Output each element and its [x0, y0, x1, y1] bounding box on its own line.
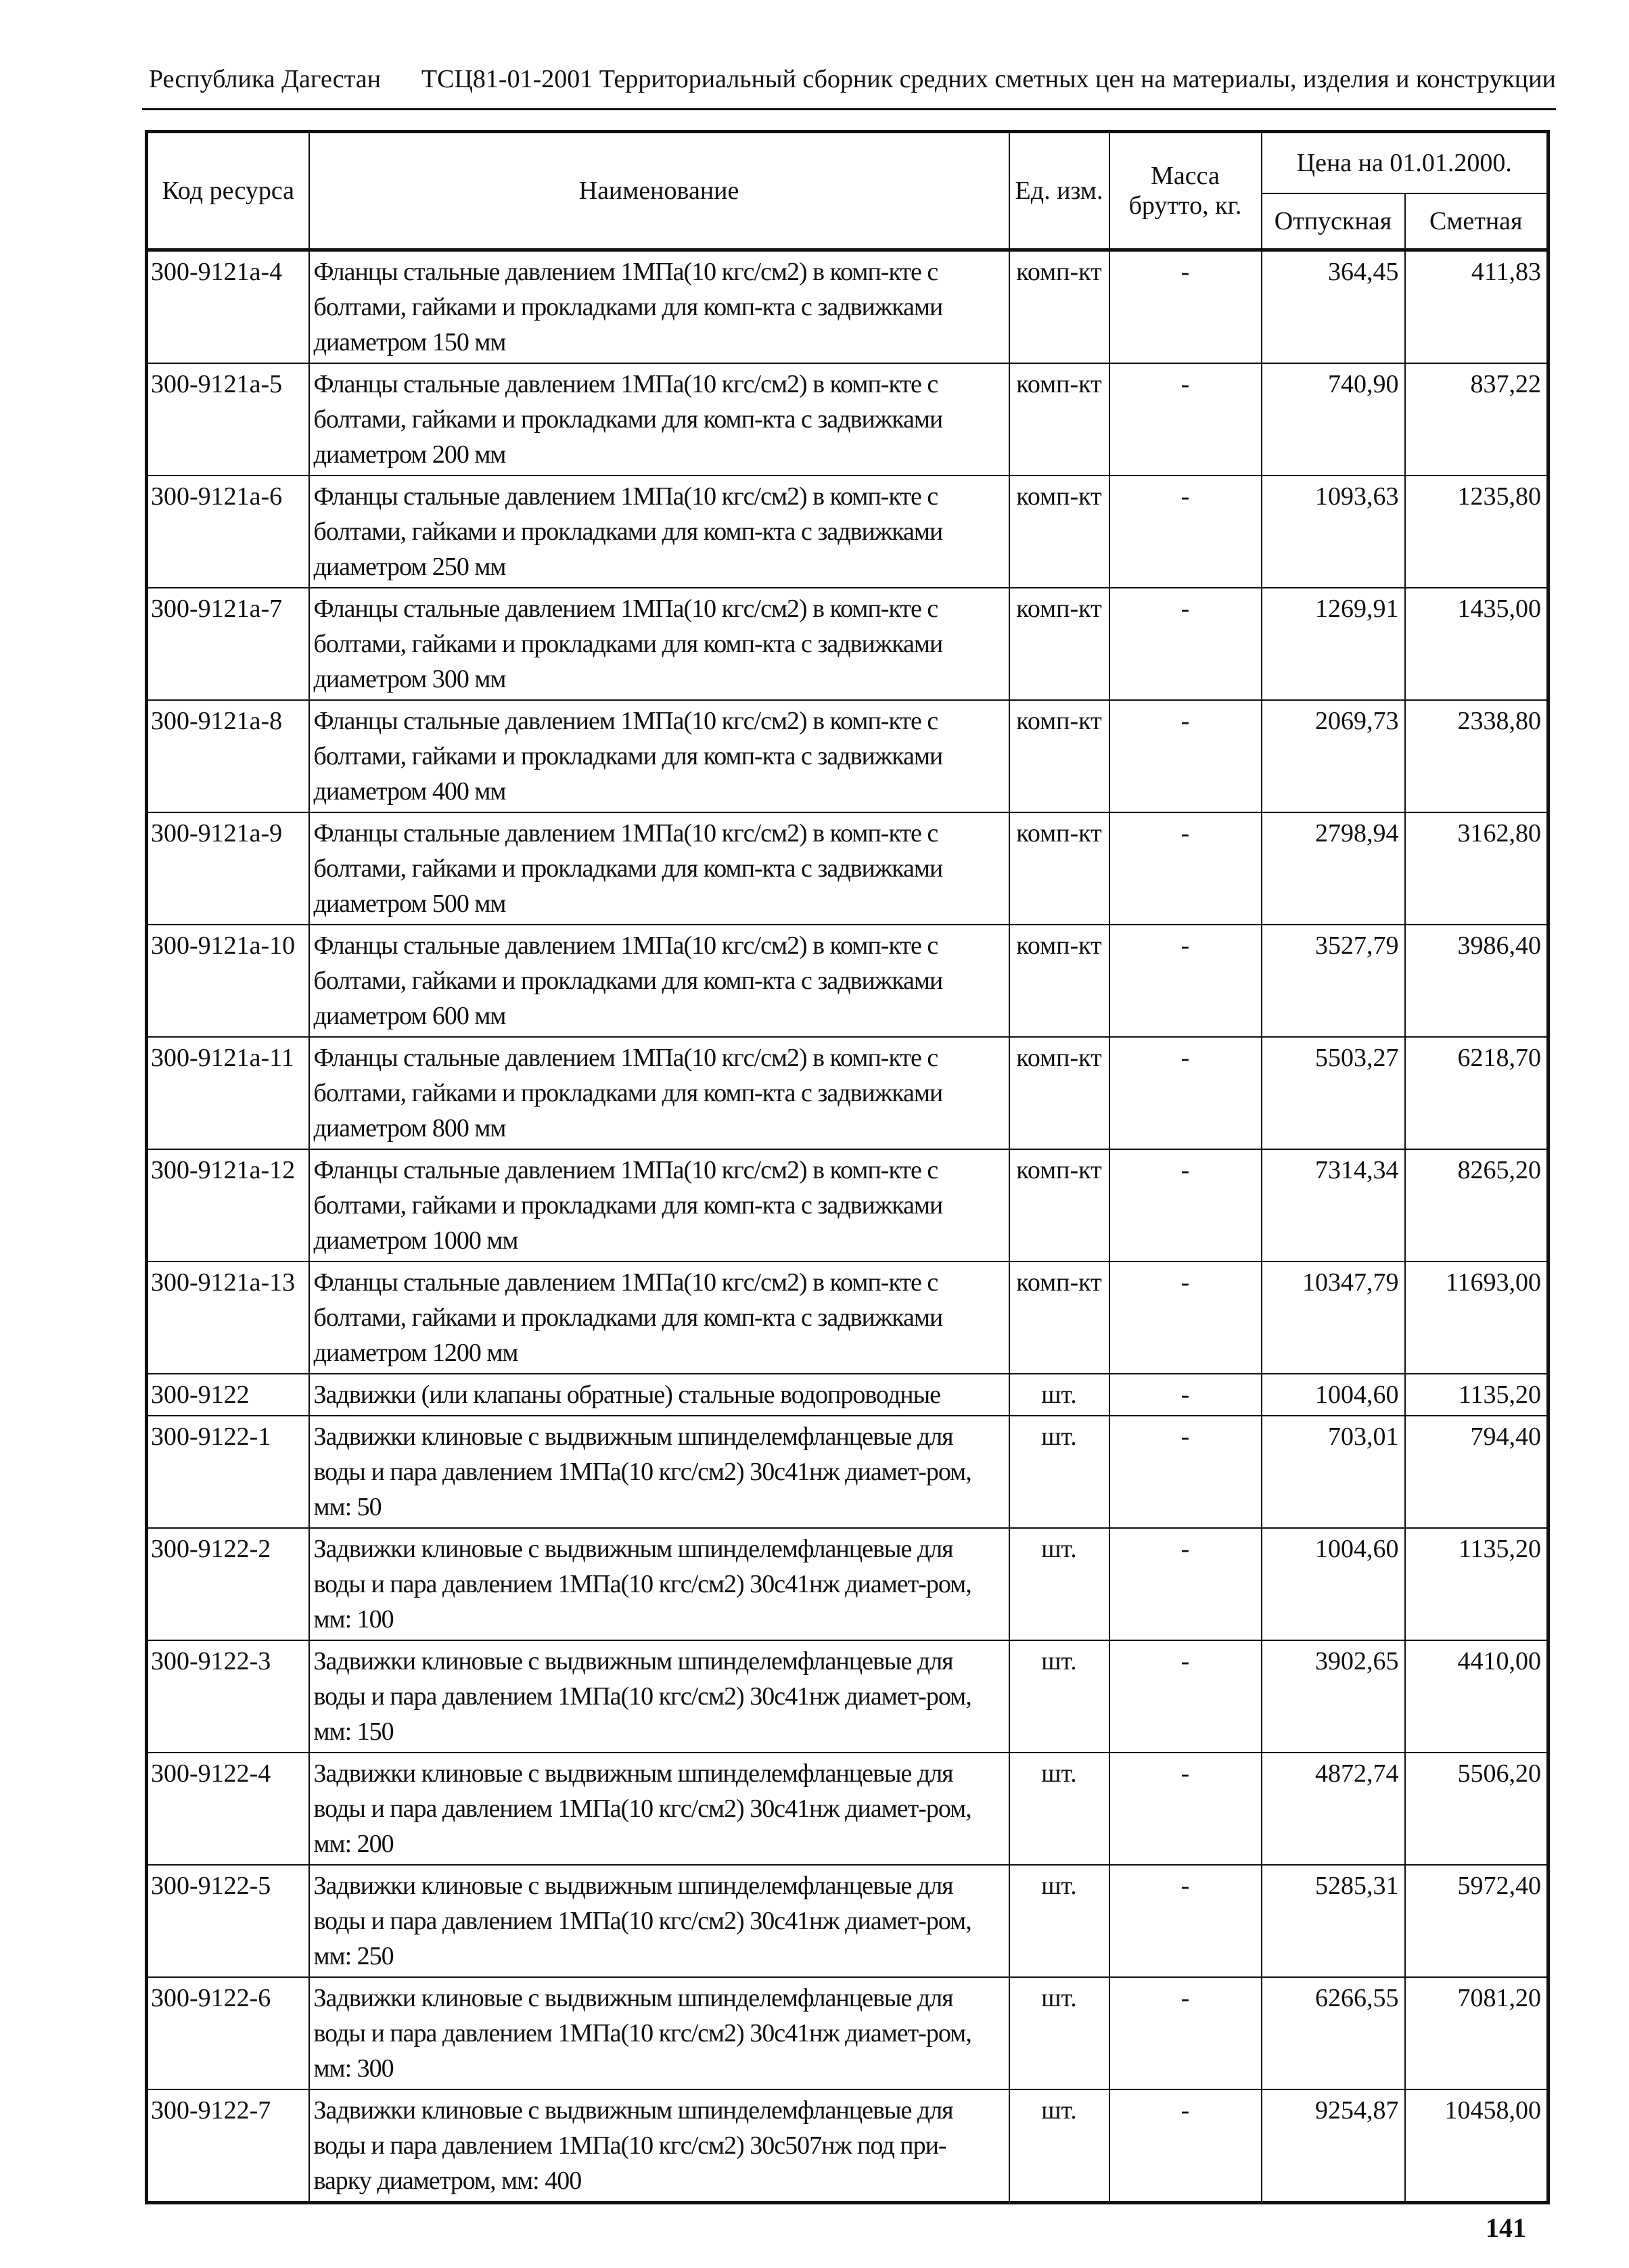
cell-unit: комп-кт: [1009, 925, 1109, 1037]
cell-release-price: 1093,63: [1262, 476, 1405, 588]
cell-mass: -: [1109, 588, 1262, 700]
table-row: [147, 476, 1548, 588]
cell-release-price: 3902,65: [1262, 1640, 1405, 1753]
cell-unit: комп-кт: [1009, 588, 1109, 700]
cell-name: Фланцы стальные давлением 1МПа(10 кгс/см2) в комп-кте с болтами, гайками и прокладками для комп-кта с задвижками диаметром 400 мм: [309, 700, 1009, 812]
cell-estimate-price: 4410,00: [1405, 1640, 1548, 1753]
cell-release-price: 2798,94: [1262, 812, 1405, 925]
cell-name: Задвижки клиновые с выдвижным шпинделемфланцевые для воды и пара давлением 1МПа(10 кгс/см2) 30с507нж под при-варку диаметром, мм: 400: [309, 2089, 1009, 2203]
cell-code: 300-9121а-11: [147, 1037, 309, 1149]
header-divider: [142, 108, 1556, 110]
table-row: [147, 925, 1548, 1037]
cell-unit: комп-кт: [1009, 363, 1109, 476]
col-header-release-price: Отпускная: [1262, 193, 1405, 250]
cell-release-price: 1004,60: [1262, 1528, 1405, 1640]
col-header-unit: Ед. изм.: [1009, 132, 1109, 250]
cell-release-price: 9254,87: [1262, 2089, 1405, 2203]
cell-code: 300-9122-1: [147, 1416, 309, 1528]
table-row: [147, 700, 1548, 812]
col-header-name: Наименование: [309, 132, 1009, 250]
col-header-estimate-price: Сметная: [1405, 193, 1548, 250]
table-row: [147, 588, 1548, 700]
col-header-price-group: Цена на 01.01.2000.: [1262, 132, 1548, 194]
cell-unit: комп-кт: [1009, 250, 1109, 364]
table-row: [147, 363, 1548, 476]
cell-mass: -: [1109, 1037, 1262, 1149]
cell-code: 300-9121а-4: [147, 250, 309, 364]
cell-name: Задвижки клиновые с выдвижным шпинделемфланцевые для воды и пара давлением 1МПа(10 кгс/см2) 30с41нж диамет-ром, мм: 250: [309, 1865, 1009, 1977]
cell-estimate-price: 7081,20: [1405, 1977, 1548, 2089]
cell-estimate-price: 5506,20: [1405, 1753, 1548, 1865]
cell-mass: -: [1109, 1262, 1262, 1374]
cell-release-price: 2069,73: [1262, 700, 1405, 812]
cell-unit: шт.: [1009, 1753, 1109, 1865]
page-number: 141: [1486, 2213, 1526, 2243]
cell-unit: шт.: [1009, 1416, 1109, 1528]
cell-mass: -: [1109, 1374, 1262, 1416]
cell-estimate-price: 794,40: [1405, 1416, 1548, 1528]
cell-unit: комп-кт: [1009, 700, 1109, 812]
cell-name: Фланцы стальные давлением 1МПа(10 кгс/см2) в комп-кте с болтами, гайками и прокладками для комп-кта с задвижками диаметром 800 мм: [309, 1037, 1009, 1149]
cell-mass: -: [1109, 1865, 1262, 1977]
cell-mass: -: [1109, 2089, 1262, 2203]
cell-unit: шт.: [1009, 1865, 1109, 1977]
cell-estimate-price: 8265,20: [1405, 1149, 1548, 1262]
cell-release-price: 5503,27: [1262, 1037, 1405, 1149]
table-row: [147, 1416, 1548, 1528]
cell-unit: комп-кт: [1009, 812, 1109, 925]
cell-name: Задвижки (или клапаны обратные) стальные водопроводные: [309, 1374, 1009, 1416]
cell-mass: -: [1109, 476, 1262, 588]
col-header-code: Код ресурса: [147, 132, 309, 250]
cell-unit: комп-кт: [1009, 476, 1109, 588]
cell-name: Фланцы стальные давлением 1МПа(10 кгс/см2) в комп-кте с болтами, гайками и прокладками для комп-кта с задвижками диаметром 1200 мм: [309, 1262, 1009, 1374]
cell-release-price: 364,45: [1262, 250, 1405, 364]
cell-unit: шт.: [1009, 1374, 1109, 1416]
cell-estimate-price: 10458,00: [1405, 2089, 1548, 2203]
cell-code: 300-9122-4: [147, 1753, 309, 1865]
table-row: [147, 1262, 1548, 1374]
cell-estimate-price: 837,22: [1405, 363, 1548, 476]
cell-code: 300-9122-7: [147, 2089, 309, 2203]
cell-code: 300-9121а-5: [147, 363, 309, 476]
cell-unit: комп-кт: [1009, 1037, 1109, 1149]
cell-code: 300-9121а-8: [147, 700, 309, 812]
table-row: [147, 1528, 1548, 1640]
cell-estimate-price: 1135,20: [1405, 1374, 1548, 1416]
cell-name: Фланцы стальные давлением 1МПа(10 кгс/см2) в комп-кте с болтами, гайками и прокладками для комп-кта с задвижками диаметром 150 мм: [309, 250, 1009, 364]
cell-mass: -: [1109, 700, 1262, 812]
table-row: [147, 2089, 1548, 2203]
cell-code: 300-9122-6: [147, 1977, 309, 2089]
cell-unit: шт.: [1009, 2089, 1109, 2203]
cell-estimate-price: 411,83: [1405, 250, 1548, 364]
cell-name: Фланцы стальные давлением 1МПа(10 кгс/см2) в комп-кте с болтами, гайками и прокладками для комп-кта с задвижками диаметром 300 мм: [309, 588, 1009, 700]
cell-estimate-price: 3986,40: [1405, 925, 1548, 1037]
table-row: [147, 1374, 1548, 1416]
cell-estimate-price: 5972,40: [1405, 1865, 1548, 1977]
table-row: [147, 1149, 1548, 1262]
cell-release-price: 1004,60: [1262, 1374, 1405, 1416]
table-row: [147, 1753, 1548, 1865]
col-header-mass: Масса брутто, кг.: [1109, 132, 1262, 250]
cell-unit: комп-кт: [1009, 1262, 1109, 1374]
cell-release-price: 4872,74: [1262, 1753, 1405, 1865]
header-region: Республика Дагестан: [149, 65, 381, 93]
cell-release-price: 6266,55: [1262, 1977, 1405, 2089]
cell-estimate-price: 6218,70: [1405, 1037, 1548, 1149]
cell-code: 300-9122-2: [147, 1528, 309, 1640]
cell-name: Задвижки клиновые с выдвижным шпинделемфланцевые для воды и пара давлением 1МПа(10 кгс/см2) 30с41нж диамет-ром, мм: 100: [309, 1528, 1009, 1640]
table-row: [147, 1640, 1548, 1753]
table-row: [147, 812, 1548, 925]
cell-name: Фланцы стальные давлением 1МПа(10 кгс/см2) в комп-кте с болтами, гайками и прокладками для комп-кта с задвижками диаметром 600 мм: [309, 925, 1009, 1037]
cell-name: Задвижки клиновые с выдвижным шпинделемфланцевые для воды и пара давлением 1МПа(10 кгс/см2) 30с41нж диамет-ром, мм: 50: [309, 1416, 1009, 1528]
table-body: [147, 250, 1548, 2203]
cell-mass: -: [1109, 1977, 1262, 2089]
cell-unit: шт.: [1009, 1640, 1109, 1753]
cell-estimate-price: 1135,20: [1405, 1528, 1548, 1640]
table-row: [147, 1977, 1548, 2089]
cell-code: 300-9121а-10: [147, 925, 309, 1037]
cell-mass: -: [1109, 812, 1262, 925]
cell-estimate-price: 1435,00: [1405, 588, 1548, 700]
cell-code: 300-9122: [147, 1374, 309, 1416]
cell-name: Задвижки клиновые с выдвижным шпинделемфланцевые для воды и пара давлением 1МПа(10 кгс/см2) 30с41нж диамет-ром, мм: 150: [309, 1640, 1009, 1753]
cell-release-price: 7314,34: [1262, 1149, 1405, 1262]
cell-mass: -: [1109, 925, 1262, 1037]
cell-release-price: 5285,31: [1262, 1865, 1405, 1977]
page-header: [149, 64, 1556, 94]
cell-name: Задвижки клиновые с выдвижным шпинделемфланцевые для воды и пара давлением 1МПа(10 кгс/см2) 30с41нж диамет-ром, мм: 300: [309, 1977, 1009, 2089]
cell-name: Фланцы стальные давлением 1МПа(10 кгс/см2) в комп-кте с болтами, гайками и прокладками для комп-кта с задвижками диаметром 1000 мм: [309, 1149, 1009, 1262]
cell-release-price: 1269,91: [1262, 588, 1405, 700]
cell-release-price: 740,90: [1262, 363, 1405, 476]
cell-mass: -: [1109, 1753, 1262, 1865]
cell-name: Фланцы стальные давлением 1МПа(10 кгс/см2) в комп-кте с болтами, гайками и прокладками для комп-кта с задвижками диаметром 200 мм: [309, 363, 1009, 476]
cell-release-price: 10347,79: [1262, 1262, 1405, 1374]
cell-mass: -: [1109, 1416, 1262, 1528]
cell-unit: шт.: [1009, 1977, 1109, 2089]
cell-estimate-price: 11693,00: [1405, 1262, 1548, 1374]
cell-code: 300-9122-3: [147, 1640, 309, 1753]
cell-mass: -: [1109, 1640, 1262, 1753]
cell-estimate-price: 3162,80: [1405, 812, 1548, 925]
cell-name: Фланцы стальные давлением 1МПа(10 кгс/см2) в комп-кте с болтами, гайками и прокладками для комп-кта с задвижками диаметром 500 мм: [309, 812, 1009, 925]
table-row: [147, 1037, 1548, 1149]
cell-code: 300-9121а-7: [147, 588, 309, 700]
cell-name: Фланцы стальные давлением 1МПа(10 кгс/см2) в комп-кте с болтами, гайками и прокладками для комп-кта с задвижками диаметром 250 мм: [309, 476, 1009, 588]
cell-mass: -: [1109, 250, 1262, 364]
cell-mass: -: [1109, 1149, 1262, 1262]
cell-release-price: 3527,79: [1262, 925, 1405, 1037]
cell-code: 300-9121а-9: [147, 812, 309, 925]
table-row: [147, 1865, 1548, 1977]
table-row: [147, 250, 1548, 364]
cell-mass: -: [1109, 1528, 1262, 1640]
cell-code: 300-9121а-6: [147, 476, 309, 588]
header-title: ТСЦ81-01-2001 Территориальный сборник средних сметных цен на материалы, изделия и конструкции: [421, 65, 1556, 93]
cell-mass: -: [1109, 363, 1262, 476]
cell-name: Задвижки клиновые с выдвижным шпинделемфланцевые для воды и пара давлением 1МПа(10 кгс/см2) 30с41нж диамет-ром, мм: 200: [309, 1753, 1009, 1865]
cell-code: 300-9121а-12: [147, 1149, 309, 1262]
cell-estimate-price: 2338,80: [1405, 700, 1548, 812]
cell-release-price: 703,01: [1262, 1416, 1405, 1528]
cell-unit: шт.: [1009, 1528, 1109, 1640]
cell-code: 300-9122-5: [147, 1865, 309, 1977]
cell-estimate-price: 1235,80: [1405, 476, 1548, 588]
cell-unit: комп-кт: [1009, 1149, 1109, 1262]
price-table: [145, 130, 1550, 2204]
cell-code: 300-9121а-13: [147, 1262, 309, 1374]
